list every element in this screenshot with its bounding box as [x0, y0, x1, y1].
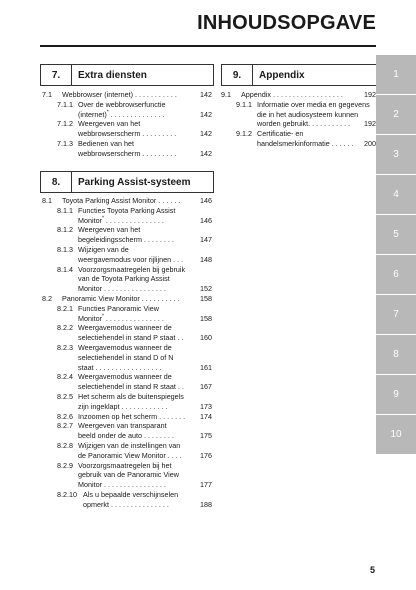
toc-entry-text: Functies Toyota Parking Assist — [78, 205, 176, 215]
toc-entry-page: 158 — [200, 313, 212, 323]
toc-entry-number: 8.2.9 — [57, 460, 73, 470]
toc-entry[interactable] — [57, 441, 212, 461]
section-number: 8. — [41, 172, 72, 192]
toc-entry-page: 175 — [200, 431, 212, 441]
section-number: 9. — [222, 65, 253, 85]
section-number: 7. — [41, 65, 72, 85]
toc-entry[interactable] — [57, 490, 212, 510]
toc-entry-text: (internet)* . . . . . . . . . . . . . . — [78, 109, 165, 119]
toc-entry-text: webbrowserscherm . . . . . . . . . — [78, 129, 177, 139]
toc-entry-text: Weergavemodus wanneer de — [78, 342, 172, 352]
toc-entry-number: 8.2.8 — [57, 440, 73, 450]
toc-entry-text: Informatie over media en gegevens — [257, 99, 370, 109]
toc-entry-page: 192 — [364, 119, 376, 129]
chapter-tab-5[interactable]: 5 — [376, 215, 416, 255]
toc-entry-number: 8.1.4 — [57, 264, 73, 274]
toc-entry-text: webbrowserscherm . . . . . . . . . — [78, 148, 177, 158]
chapter-tab-7[interactable]: 7 — [376, 295, 416, 335]
toc-entry[interactable] — [57, 139, 212, 159]
chapter-tab-9[interactable]: 9 — [376, 375, 416, 415]
toc-entry-number: 7.1 — [42, 90, 52, 99]
toc-entry-number: 7.1.3 — [57, 138, 73, 148]
toc-entry-page: 174 — [200, 411, 212, 421]
toc-entry-text: Inzoomen op het scherm . . . . . . . — [78, 411, 186, 421]
toc-entry[interactable] — [57, 265, 212, 294]
toc-entry[interactable] — [57, 245, 212, 265]
toc-entry-page: 167 — [200, 382, 212, 392]
toc-entry-number: 8.1.3 — [57, 244, 73, 254]
toc-entry-text: Voorzorgsmaatregelen bij gebruik — [78, 264, 186, 274]
toc-entry[interactable] — [57, 304, 212, 324]
toc-entry-text: selectiehendel in stand P staat . . — [78, 333, 184, 343]
toc-entry-page: 142 — [200, 129, 212, 139]
toc-entry-text: zijn ingeklapt . . . . . . . . . . . . — [78, 401, 168, 411]
page-title: INHOUDSOPGAVE — [197, 12, 376, 34]
toc-entry-text: Als u bepaalde verschijnselen — [83, 489, 179, 499]
toc-entry-page: 177 — [200, 480, 212, 490]
toc-entry-text: Weergeven van het — [78, 119, 141, 129]
toc-section-8 — [42, 196, 212, 510]
toc-entry-page: 152 — [200, 284, 212, 294]
toc-entry-text: staat . . . . . . . . . . . . . . . . . — [78, 362, 162, 372]
toc-entry[interactable] — [221, 90, 376, 100]
toc-entry-number: 8.2.2 — [57, 323, 73, 333]
toc-entry-number: 9.1.1 — [236, 99, 252, 109]
toc-entry[interactable] — [57, 119, 212, 139]
toc-entry-text: Het scherm als de buitenspiegels — [78, 391, 184, 401]
toc-entry-text: Weergavemodus wanneer de — [78, 323, 172, 333]
chapter-tab-8[interactable]: 8 — [376, 335, 416, 375]
toc-entry[interactable] — [57, 412, 212, 422]
toc-entry-number: 8.2.6 — [57, 411, 73, 421]
chapter-tabs — [376, 55, 416, 455]
toc-entry-text: handelsmerkinformatie . . . . . . — [257, 138, 354, 148]
page-number: 5 — [369, 565, 375, 575]
toc-entry-number: 8.2.10 — [57, 489, 77, 499]
toc-entry-text: opmerkt . . . . . . . . . . . . . . . — [83, 499, 169, 509]
toc-entry-text: Wijzigen van de — [78, 244, 129, 254]
toc-entry-page: 158 — [200, 293, 212, 303]
toc-entry-number: 8.2.1 — [57, 303, 73, 313]
toc-entry-page: 142 — [200, 109, 212, 119]
toc-entry-number: 8.1.2 — [57, 225, 73, 235]
toc-entry-text: Bedienen van het — [78, 138, 134, 148]
toc-entry-page: 146 — [200, 215, 212, 225]
toc-entry-text: selectiehendel in stand D of N — [78, 352, 174, 362]
toc-entry-text: Monitor . . . . . . . . . . . . . . . . — [78, 480, 166, 490]
section-header-9 — [221, 64, 379, 86]
chapter-tab-2[interactable]: 2 — [376, 95, 416, 135]
toc-entry[interactable] — [57, 225, 212, 245]
toc-entry-number: 8.2.4 — [57, 372, 73, 382]
toc-entry-text: Functies Panoramic View — [78, 303, 159, 313]
toc-entry-text: Toyota Parking Assist Monitor . . . . . . — [62, 196, 181, 205]
toc-entry-number: 8.1 — [42, 196, 52, 205]
toc-section-7 — [42, 90, 212, 159]
toc-entry[interactable] — [42, 196, 212, 206]
toc-entry-text: Weergavemodus wanneer de — [78, 372, 172, 382]
toc-entry-text: die in het audiosysteem kunnen — [257, 109, 359, 119]
toc-entry-page: 173 — [200, 401, 212, 411]
toc-entry-text: Monitor . . . . . . . . . . . . . . . . — [78, 284, 166, 294]
toc-entry-number: 8.2.7 — [57, 421, 73, 431]
title-rule — [40, 45, 376, 47]
toc-entry-text: Over de webbrowserfunctie — [78, 99, 166, 109]
toc-entry-text: worden gebruikt. . . . . . . . . . . — [257, 119, 351, 129]
toc-entry-text: Weergeven van het — [78, 225, 141, 235]
toc-entry-page: 161 — [200, 362, 212, 372]
toc-entry[interactable] — [57, 461, 212, 490]
toc-entry-text: de Panoramic View Monitor . . . . — [78, 450, 182, 460]
toc-entry-page: 148 — [200, 254, 212, 264]
toc-entry-text: Monitor* . . . . . . . . . . . . . . . — [78, 313, 164, 323]
toc-entry-page: 192 — [364, 90, 376, 99]
toc-entry[interactable] — [236, 100, 376, 129]
toc-entry-text: Voorzorgsmaatregelen bij het — [78, 460, 172, 470]
toc-entry[interactable] — [236, 129, 376, 149]
toc-entry[interactable] — [57, 392, 212, 412]
toc-entry-text: Panoramic View Monitor . . . . . . . . . . — [62, 293, 180, 303]
toc-entry-number: 8.1.1 — [57, 205, 73, 215]
toc-entry-text: Weergeven van transparant — [78, 421, 167, 431]
toc-entry-text: Wijzigen van de instellingen van — [78, 440, 181, 450]
toc-entry-page: 147 — [200, 235, 212, 245]
section-header-7 — [40, 64, 214, 86]
toc-entry[interactable] — [57, 100, 212, 120]
toc-entry-page: 146 — [200, 196, 212, 205]
chapter-tab-6[interactable]: 6 — [376, 255, 416, 295]
toc-entry-page: 142 — [200, 148, 212, 158]
toc-entry-text: weergavemodus voor rijlijnen . . . — [78, 254, 184, 264]
toc-entry-page: 200 — [364, 138, 376, 148]
section-title: Extra diensten — [78, 69, 147, 81]
toc-entry-text: Webbrowser (internet) . . . . . . . . . . . — [62, 90, 177, 99]
toc-entry-page: 176 — [200, 450, 212, 460]
toc-entry-text: van de Toyota Parking Assist — [78, 274, 170, 284]
toc-entry-number: 8.2.3 — [57, 342, 73, 352]
toc-entry-page: 188 — [200, 499, 212, 509]
section-title: Parking Assist-systeem — [78, 176, 191, 188]
toc-section-9 — [221, 90, 376, 149]
toc-entry-page: 160 — [200, 333, 212, 343]
toc-entry-text: Appendix . . . . . . . . . . . . . . . . . . — [241, 90, 343, 99]
toc-entry-page: 142 — [200, 90, 212, 99]
toc-entry-number: 7.1.2 — [57, 119, 73, 129]
toc-entry-number: 9.1.2 — [236, 129, 252, 139]
toc-entry[interactable] — [57, 343, 212, 372]
section-header-8 — [40, 171, 214, 193]
chapter-tab-1[interactable]: 1 — [376, 55, 416, 95]
chapter-tab-3[interactable]: 3 — [376, 135, 416, 175]
chapter-tab-4[interactable]: 4 — [376, 175, 416, 215]
toc-entry[interactable] — [57, 206, 212, 226]
toc-entry-text: Monitor* . . . . . . . . . . . . . . . — [78, 215, 164, 225]
toc-entry[interactable] — [57, 323, 212, 343]
chapter-tab-10[interactable]: 10 — [376, 415, 416, 455]
toc-entry-text: Certificatie- en — [257, 129, 304, 139]
toc-entry-number: 7.1.1 — [57, 99, 73, 109]
section-title: Appendix — [259, 69, 305, 81]
toc-entry[interactable] — [42, 294, 212, 304]
toc-entry[interactable] — [42, 90, 212, 100]
toc-entry-text: begeleidingsscherm . . . . . . . . — [78, 235, 174, 245]
toc-entry[interactable] — [57, 372, 212, 392]
toc-entry-number: 8.2 — [42, 293, 52, 303]
toc-entry-number: 8.2.5 — [57, 391, 73, 401]
toc-entry-text: gebruik van de Panoramic View — [78, 470, 179, 480]
toc-entry[interactable] — [57, 421, 212, 441]
toc-entry-text: selectiehendel in stand R staat . . — [78, 382, 184, 392]
toc-entry-number: 9.1 — [221, 90, 231, 99]
toc-entry-text: beeld onder de auto . . . . . . . . — [78, 431, 174, 441]
